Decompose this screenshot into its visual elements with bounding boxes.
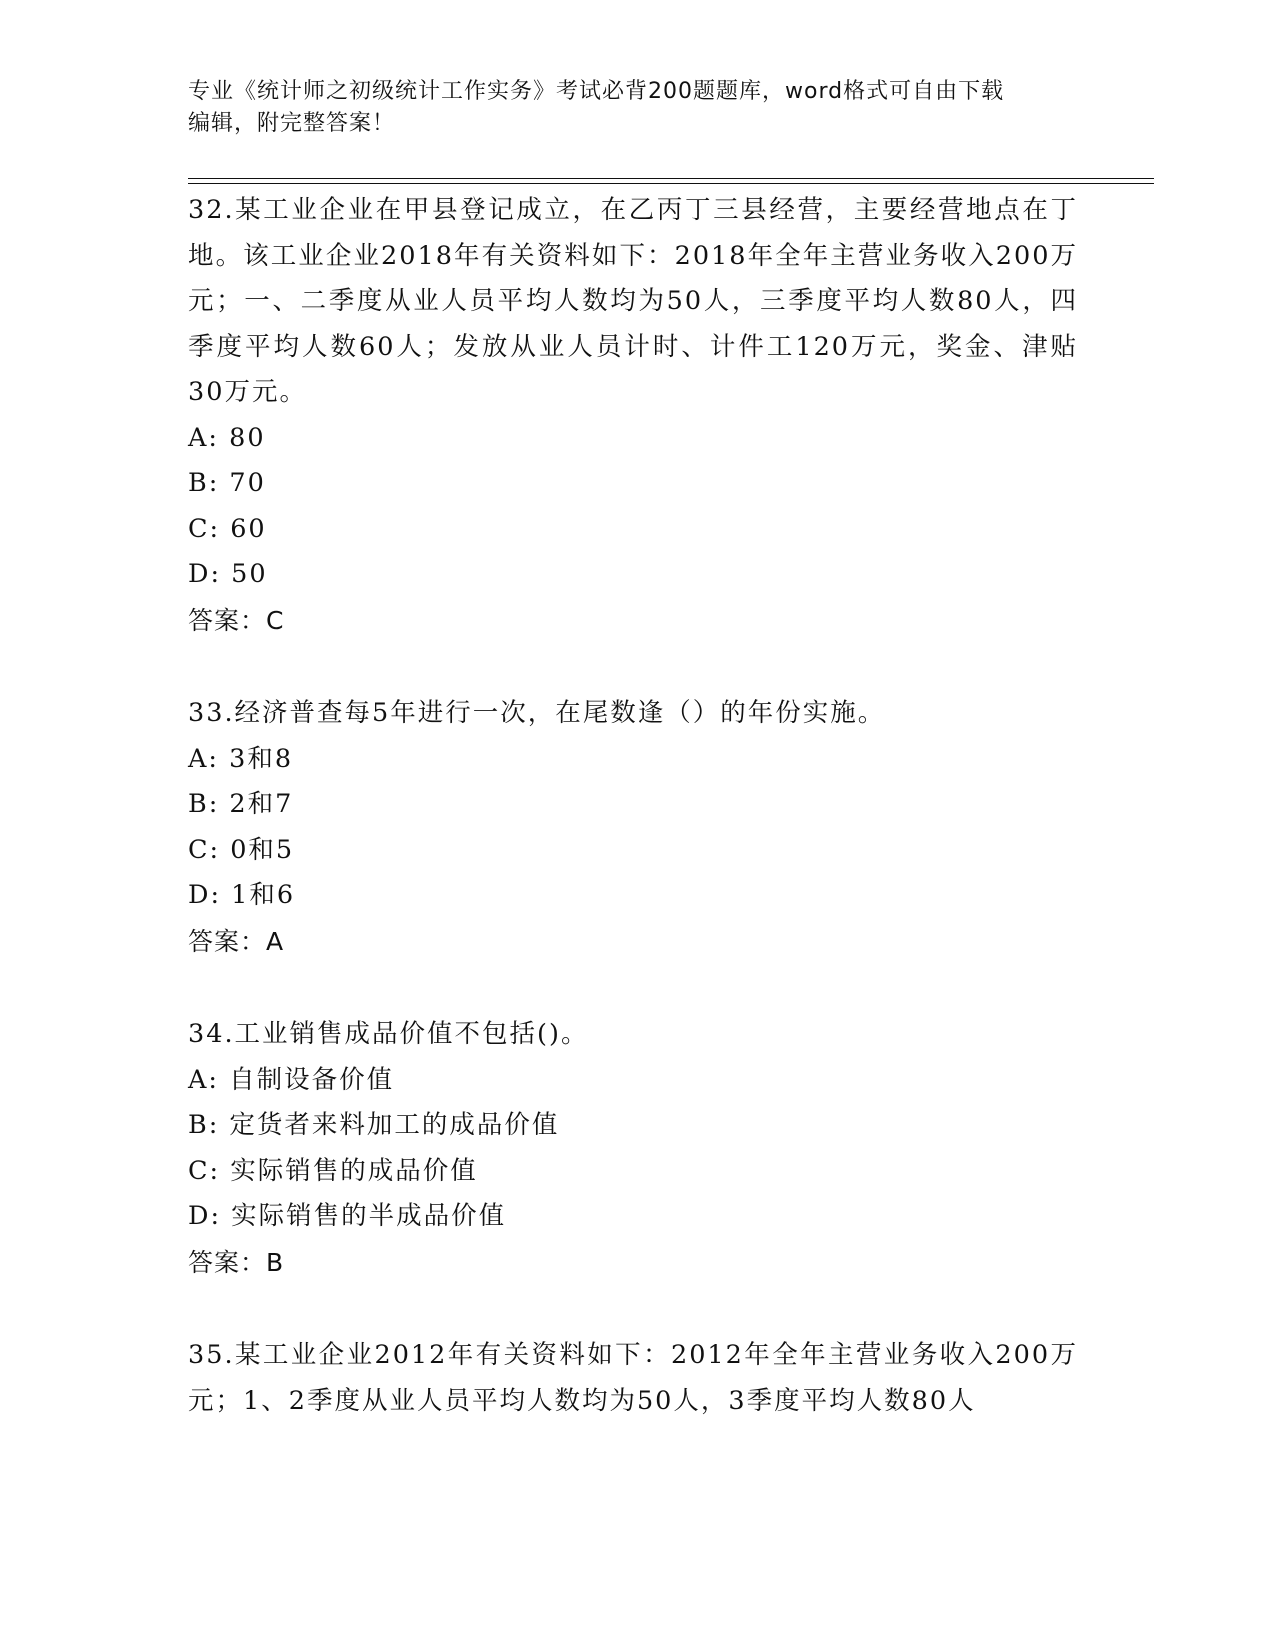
document-header: [188, 76, 1068, 140]
answer-label: 答案：B: [188, 1247, 285, 1277]
header-title-line2: 编辑，附完整答案！: [188, 111, 396, 136]
question-34: [188, 1012, 1078, 1285]
option-d: D: 50: [188, 559, 268, 589]
header-divider-top: [188, 178, 1154, 179]
question-stem: 33.经济普查每5年进行一次，在尾数逢（）的年份实施。: [188, 698, 886, 728]
question-stem: 35.某工业企业2012年有关资料如下：2012年全年主营业务收入200万元；1、2季度从业人员平均人数均为50人，3季度平均人数80人: [188, 1340, 1078, 1416]
question-35: [188, 1333, 1078, 1424]
header-divider-bottom: [188, 183, 1154, 184]
option-b: B: 2和7: [188, 789, 294, 819]
option-c: C: 0和5: [188, 834, 295, 865]
option-a: A: 3和8: [188, 743, 294, 774]
option-b: B: 定货者来料加工的成品价值: [188, 1110, 560, 1140]
answer-label: 答案：A: [188, 926, 285, 956]
question-stem: 32.某工业企业在甲县登记成立，在乙丙丁三县经营，主要经营地点在丁地。该工业企业2018年有关资料如下：2018年全年主营业务收入200万元；一、二季度从业人员平均人数均为50人，三季度平均人数80人，四季度平均人数60人；发放从业人员计时、计件工120万元，奖金、津贴30万元。: [188, 195, 1078, 407]
question-stem: 34.工业销售成品价值不包括()。: [188, 1019, 589, 1049]
question-33: [188, 691, 1078, 964]
option-c: C: 60: [188, 513, 267, 544]
question-list: [188, 188, 1078, 1472]
option-a: A: 80: [188, 422, 266, 453]
option-a: A: 自制设备价值: [188, 1064, 395, 1095]
option-d: D: 实际销售的半成品价值: [188, 1201, 507, 1231]
header-title-line1: 专业《统计师之初级统计工作实务》考试必背200题题库，word格式可自由下载: [188, 79, 1005, 104]
question-32: [188, 188, 1078, 643]
option-d: D: 1和6: [188, 880, 296, 910]
option-b: B: 70: [188, 468, 266, 498]
answer-label: 答案：C: [188, 605, 285, 635]
option-c: C: 实际销售的成品价值: [188, 1155, 478, 1186]
